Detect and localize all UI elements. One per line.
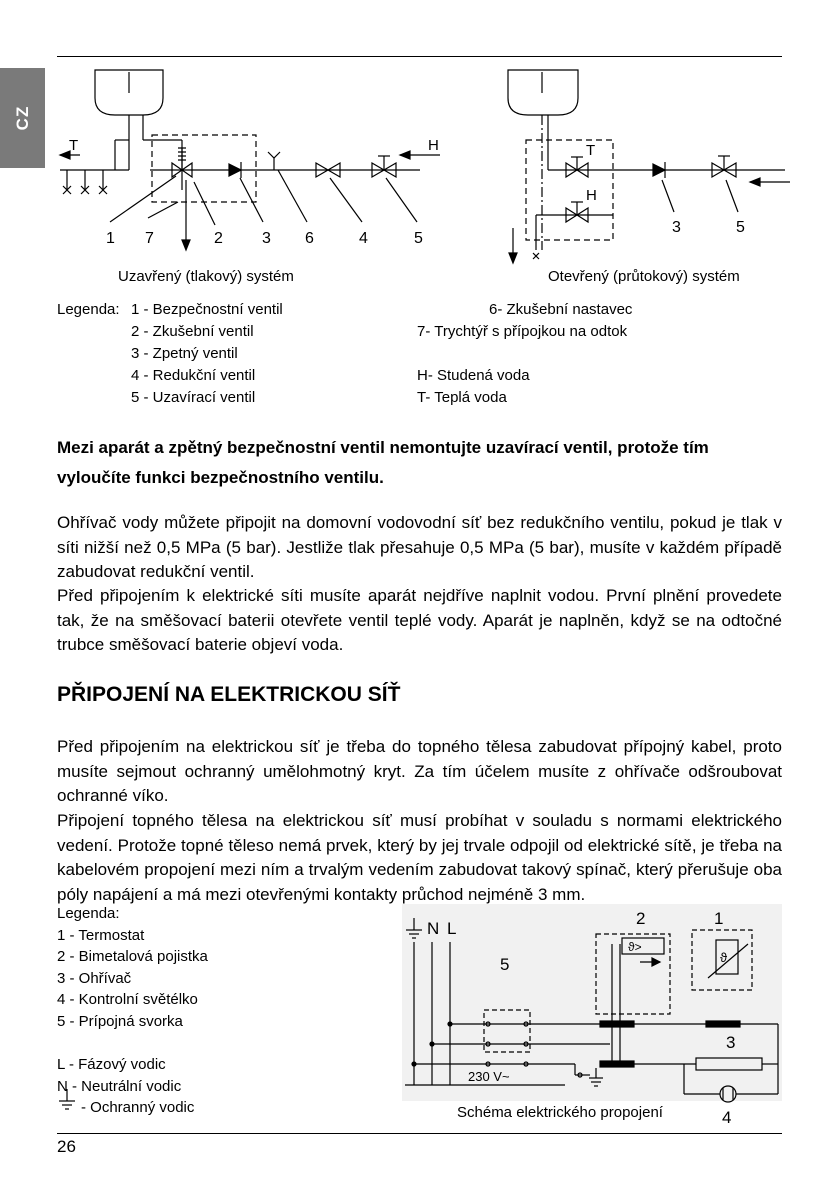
hot-label-right: T [586,142,596,159]
legend-item: 2 - Zkušební ventil [131,323,254,340]
callout-4: 4 [359,230,368,247]
legend2-l: L - Fázový vodic [57,1056,166,1073]
legend2-item: 5 - Prípojná svorka [57,1012,183,1030]
paragraph-pressure: Ohřívač vody můžete připojit na domovní vodovodní síť bez redukčního ventilu, pokud je tlak v síti nižší než 0,5 MPa (5 bar). Jestliže tlak přesahuje 0,5 MPa (5 bar), musíte v každém případě zabudovat redukční ventil. [57,513,782,581]
label-theta-fuse: ϑ> [628,940,642,954]
callout-7: 7 [145,230,154,247]
hot-label-left: T [69,137,79,154]
callout-3: 3 [262,230,271,247]
legend2-pe: - Ochranný vodic [81,1099,195,1116]
callout-5-right: 5 [736,219,745,236]
callout-5: 5 [414,230,423,247]
legend-item: 4 - Redukční ventil [131,367,256,384]
label-5: 5 [500,955,510,974]
paragraph-cable: Před připojením na elektrickou síť je třeba do topného tělesa zabudovat přípojný kabel, proto musíte sejmout ochranný umělohmotný kryt. Za tím účelem musíte z ohřívače odšroubovat ochranné víko. [57,737,782,805]
legend2-item: 1 - Termostat [57,926,145,944]
language-tab-label: CZ [12,105,32,131]
label-voltage: 230 V~ [468,1069,510,1084]
legend2-title: Legenda: [57,905,120,922]
open-system-caption: Otevřený (průtokový) systém [548,268,740,285]
paragraph-filling: Před připojením k elektrické síti musíte aparát nejdříve naplnit vodou. První plnění provedete tak, že na směšovací baterii otevřete ventil teplé vody. Aparát je naplněn, když se na odtočné trubce směšovací baterie objeví voda. [57,586,782,654]
label-l: L [447,919,457,938]
label-4: 4 [722,1108,732,1127]
callout-1: 1 [106,230,115,247]
page-number: 26 [57,1137,76,1156]
cold-label-left: H [428,137,439,154]
legend-prefix: Legenda: [57,301,120,318]
cold-label-right: H [586,187,597,204]
callout-2: 2 [214,230,223,247]
warning-text: Mezi aparát a zpětný bezpečnostní ventil nemontujte uzavírací ventil, protože tím vyloučíte funkci bezpečnostního ventilu. [57,438,709,487]
legend2-item: 3 - Ohřívač [57,969,132,987]
label-n: N [427,919,440,938]
legend-item-t: T- Teplá voda [417,389,507,406]
closed-system-caption: Uzavřený (tlakový) systém [118,268,294,285]
electrical-diagram-caption: Schéma elektrického propojení [457,1104,663,1121]
label-2: 2 [636,909,646,928]
legend2-n: N - Neutrální vodic [57,1077,182,1095]
legend-item: 3 - Zpetný ventil [131,345,238,362]
label-1: 1 [714,909,724,928]
callout-6: 6 [305,230,314,247]
callout-3-right: 3 [672,219,681,236]
legend-item: 1 - Bezpečnostní ventil [131,301,283,318]
label-3: 3 [726,1033,736,1052]
legend-item-7: 7- Trychtýř s přípojkou na odtok [417,323,628,340]
legend-item-6: 6- Zkušební nastavec [489,301,633,318]
legend2-item: 2 - Bimetalová pojistka [57,948,208,965]
legend-item: 5 - Uzavírací ventil [131,389,256,406]
paragraph-wiring: Připojení topného tělesa na elektrickou síť musí probíhat v souladu s normami elektrického vedení. Protože topné těleso nemá prvek, který by jej trvale odpojil od elektrické sítě, je třeba na kabelovém propojení mezi ním a trvalým vedením zabudovat takový spínač, který přerušuje oba póly napájení a má mezi otevřenými kontakty průchod nejméně 3 mm. [57,811,782,904]
legend2-item: 4 - Kontrolní světélko [57,991,198,1008]
legend-item-h: H- Studená voda [417,367,530,384]
section-heading: PŘIPOJENÍ NA ELEKTRICKOU SÍŤ [57,683,401,706]
label-theta-thermostat: ϑ [720,950,728,965]
